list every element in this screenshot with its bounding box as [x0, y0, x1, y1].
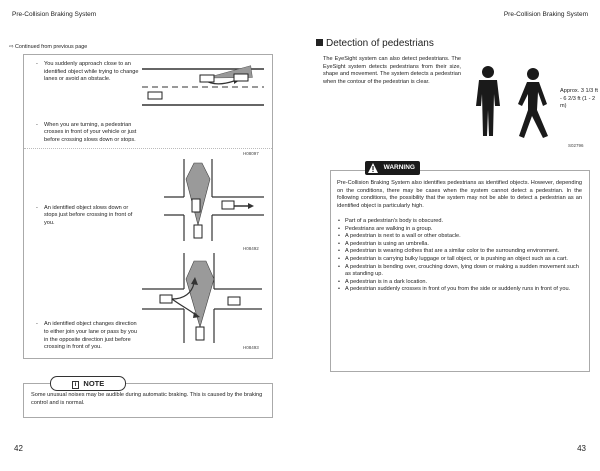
pedestrian-silhouettes-illustration — [462, 64, 558, 144]
page-number-left: 42 — [14, 444, 23, 453]
warning-box — [330, 164, 590, 372]
warning-bullet: • Pedestrians are walking in a group. — [337, 226, 582, 234]
object-slows-illustration — [164, 159, 264, 241]
object-changes-direction-illustration — [142, 253, 262, 343]
lane-change-illustration — [142, 65, 264, 109]
continued-label: ⇨ Continued from previous page — [9, 44, 88, 50]
page-number-right: 43 — [577, 444, 586, 453]
warning-bullet: • A pedestrian is using an umbrella. — [337, 241, 582, 249]
header-left-title: Pre-Collision Braking System — [12, 11, 97, 18]
warning-title: WARNING — [383, 164, 415, 171]
approx-height-label: Approx. 3 1/3 ft - 6 2/3 ft (1 - 2 m) — [560, 88, 598, 110]
note-title: NOTE — [83, 379, 105, 388]
warning-bullet: • A pedestrian is bending over, crouching down, lying down or making a sudden movement such as standing up. — [337, 264, 582, 279]
section-square-icon — [316, 39, 323, 46]
condition-item-4: - An identified object changes direction to either join your lane or pass by you in the opposite direction just before crossing in front of you. — [36, 321, 137, 351]
warning-bullet: • A pedestrian is wearing clothes that are a similar color to the surrounding environment. — [337, 248, 582, 256]
condition-item-2: - When you are turning, a pedestrian crosses in front of your vehicle or just before crossing slows down or stops. — [36, 121, 137, 143]
condition-item-3: - An identified object slows down or stops just before crossing in front of you. — [36, 204, 133, 226]
conditions-box — [23, 54, 273, 359]
warning-triangle-icon — [367, 162, 379, 174]
warning-bullet: • A pedestrian is next to a wall or other obstacle. — [337, 233, 582, 241]
warning-text: Pre-Collision Braking System also identifies pedestrians as identified objects. However, depending on the conditions, there may be cases when the system cannot detect a pedestrian. In the following conditions, the possibility that the system may not be able to detect a pedestrian as an identified object is particularly high. — [337, 180, 582, 209]
note-icon: i — [72, 381, 80, 389]
condition-text: When you are turning, a pedestrian crosses in front of your vehicle or just before crossing slows down or stops. — [44, 121, 137, 143]
divider — [24, 148, 272, 149]
note-text: Some unusual noises may be audible during automatic braking. This is caused by the braking control and is normal. — [31, 392, 263, 406]
standing-pedestrian-icon — [476, 66, 500, 136]
section-title: Detection of pedestrians — [316, 38, 434, 49]
figure-id-1: H08097 — [243, 151, 259, 156]
header-right-title: Pre-Collision Braking System — [503, 11, 588, 18]
walking-pedestrian-icon — [518, 68, 548, 138]
note-box — [23, 379, 273, 418]
note-label-pill — [50, 376, 126, 391]
warning-bullet: • A pedestrian is carrying bulky luggage or tall object, or is pushing an object such as a cart. — [337, 256, 582, 264]
warning-bullet: • A pedestrian suddenly crosses in front of you from the side or suddenly runs in front of you. — [337, 286, 582, 294]
figure-id-2: H08492 — [243, 246, 259, 251]
condition-text: An identified object slows down or stops just before crossing in front of you. — [44, 204, 133, 226]
figure-id-pedestrians: S02796 — [568, 143, 584, 148]
figure-id-3: H08493 — [243, 345, 259, 350]
warning-bullet: • Part of a pedestrian's body is obscured. — [337, 218, 582, 226]
warning-bullet-list — [337, 218, 582, 294]
condition-text: You suddenly approach close to an identified object while trying to change lanes or avoid an obstacle. — [44, 61, 139, 83]
condition-item-1: - You suddenly approach close to an identified object while trying to change lanes or avoid an obstacle. — [36, 61, 139, 83]
condition-text: An identified object changes direction to either join your lane or pass by you in the opposite direction just before crossing in front of you. — [44, 321, 137, 351]
intro-text: The EyeSight system can also detect pedestrians. The EyeSight system detects pedestrians from their size, shape and movement. The system detects a pedestrian when the contour of the pedestrian is clear. — [323, 56, 461, 85]
warning-bullet: • A pedestrian is in a dark location. — [337, 279, 582, 287]
